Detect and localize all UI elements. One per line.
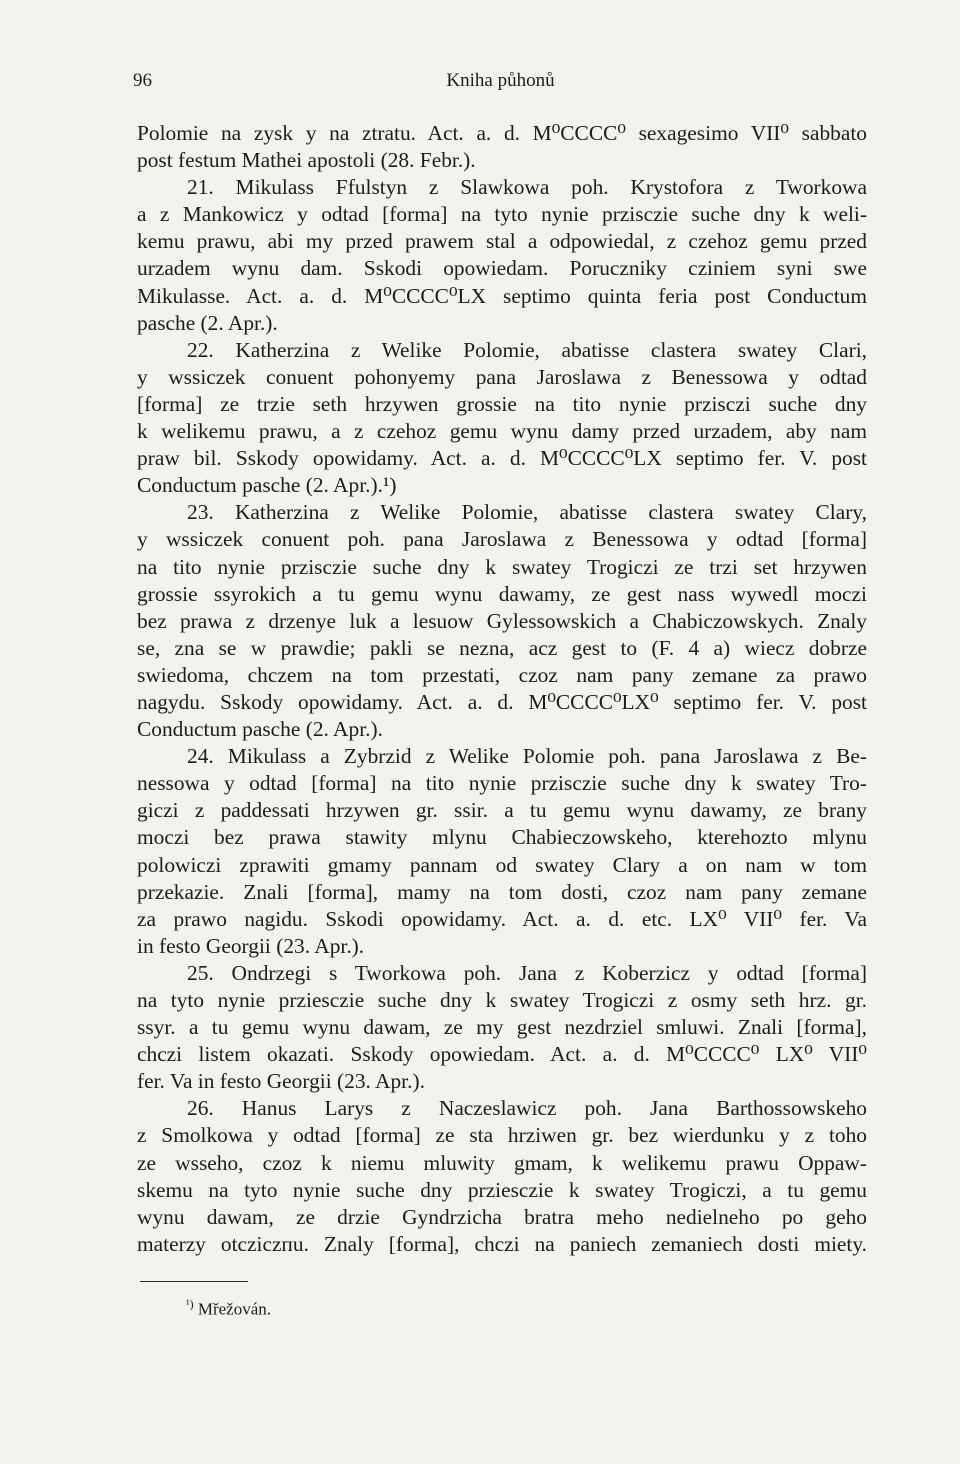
footnote-rule — [140, 1281, 248, 1282]
text-line: fer. Va in festo Georgii (23. Apr.). — [137, 1069, 425, 1094]
text-line: k welikemu prawu, a z czehoz gemu wynu damy przed urzadem, aby nam — [137, 419, 867, 444]
text-line: bez prawa z drzenye luk a lesuow Gylessowskich a Chabiczowskych. Znaly — [137, 608, 867, 633]
text-line: moczi bez prawa stawity mlynu Chabieczowskeho, kterehozto mlynu — [137, 825, 867, 850]
text-line: skemu na tyto nynie suche dny prziesczie k swatey Trogiczi, a tu gemu — [137, 1177, 867, 1202]
text-line: z Smolkowa y odtad [forma] ze sta hrziwen gr. bez wierdunku y z toho — [137, 1123, 867, 1148]
text-line: swiedoma, chczem na tom przestati, czoz nam pany zemane za prawo — [137, 662, 867, 687]
text-line: se, zna se w prawdie; pakli se nezna, acz gest to (F. 4 a) wiecz dobrze — [137, 635, 867, 660]
text-line: 23. Katherzina z Welike Polomie, abatisse clastera swatey Clary, — [187, 500, 867, 525]
text-line: in festo Georgii (23. Apr.). — [137, 933, 365, 958]
text-line: y wssiczek conuent pohonyemy pana Jaroslawa z Benessowa y odtad — [137, 364, 867, 389]
page-header — [133, 70, 868, 94]
text-line: chczi listem okazati. Sskody opowiedam. Act. a. d. M⁰CCCC⁰ LX⁰ VII⁰ — [137, 1042, 867, 1067]
text-line: na tito nynie przisczie suche dny k swatey Trogiczi ze trzi set hrzywen — [137, 554, 867, 579]
footnote — [186, 1297, 271, 1320]
text-line: Conductum pasche (2. Apr.).¹) — [137, 473, 397, 498]
text-line: polowiczi zprawiti gmamy pannam od swatey Clary a on nam w tom — [137, 852, 867, 877]
text-line: 21. Mikulass Ffulstyn z Slawkowa poh. Krystofora z Tworkowa — [187, 175, 867, 200]
text-line: [forma] ze trzie seth hrzywen grossie na tito nynie przisczi suche dny — [137, 391, 867, 416]
text-line: urzadem wynu dam. Sskodi opowiedam. Porucznikу cziniem syni swe — [137, 256, 867, 281]
text-line: 26. Hanus Larys z Naczeslawicz poh. Jana Barthossowskeho — [187, 1096, 867, 1121]
text-line: grossie ssyrokich a tu gemu wynu dawamy, ze gest nass wywedl moczi — [137, 581, 867, 606]
text-line: materzy otcziczпu. Znaly [forma], chczi na paniech zemaniech dosti miety. — [137, 1231, 867, 1256]
text-line: Mikulasse. Act. a. d. M⁰CCCC⁰LX septimo quinta feria post Conductum — [137, 283, 867, 308]
footnote-mark: ¹) — [186, 1297, 194, 1311]
text-line: wynu dawam, ze drzie Gyndrzicha bratra meho nedielneho po geho — [137, 1204, 867, 1229]
text-line: na tyto nynie prziesczie suche dny k swatey Trogiczi z osmy seth hrz. gr. — [137, 988, 867, 1012]
text-line: praw bil. Sskody opowidamy. Act. a. d. M⁰CCCC⁰LX septimo fer. V. post — [137, 446, 867, 471]
text-line: nessowa y odtad [forma] na tito nynie przisczie suche dny k swatey Tro- — [137, 771, 867, 796]
text-line: Conductum pasche (2. Apr.). — [137, 717, 383, 742]
text-line: za prawo nagidu. Sskodi opowidamy. Act. a. d. etc. LX⁰ VII⁰ fer. Va — [137, 906, 867, 931]
text-line: przekazie. Znali [forma], mamy na tom dosti, czoz nam pany zemane — [137, 879, 867, 904]
text-line: ssyr. a tu gemu wynu dawam, ze my gest nezdrziel smluwi. Znali [forma], — [137, 1015, 867, 1040]
text-line: pasche (2. Apr.). — [137, 310, 278, 335]
text-line: 22. Katherzina z Welike Polomie, abatisse clastera swatey Clari, — [187, 337, 867, 362]
text-line: kemu prawu, abi my przed prawem stal a odpowiedal, z czehoz gemu przed — [137, 229, 867, 254]
body-text — [137, 120, 867, 1258]
text-line: giczi z paddessati hrzywen gr. ssir. a tu gemu wynu dawamy, ze brany — [137, 798, 867, 823]
text-line: nagydu. Sskody opowidamy. Act. a. d. M⁰CCCC⁰LX⁰ septimo fer. V. post — [137, 689, 867, 714]
text-line: post festum Mathei apostoli (28. Febr.). — [137, 148, 476, 173]
running-title: Kniha půhonů — [446, 70, 555, 91]
text-line: ze wsseho, czoz k niemu mluwity gmam, k welikemu prawu Oppaw- — [137, 1150, 867, 1175]
page-number: 96 — [133, 70, 152, 91]
text-line: Polomie na zysk y na ztratu. Act. a. d. M⁰CCCC⁰ sexagesimo VII⁰ sabbato — [137, 121, 867, 145]
text-line: 24. Mikulass a Zybrzid z Welike Polomie poh. pana Jaroslawa z Be- — [187, 744, 867, 769]
text-line: a z Mankowicz y odtad [forma] na tyto nynie przisczie suche dny k weli- — [137, 202, 867, 227]
text-line: 25. Ondrzegi s Tworkowa poh. Jana z Koberzicz y odtad [forma] — [187, 960, 867, 985]
footnote-text: Mřežován. — [197, 1299, 272, 1319]
text-line: y wssiczek conuent poh. pana Jaroslawa z Benessowa y odtad [forma] — [137, 527, 867, 552]
